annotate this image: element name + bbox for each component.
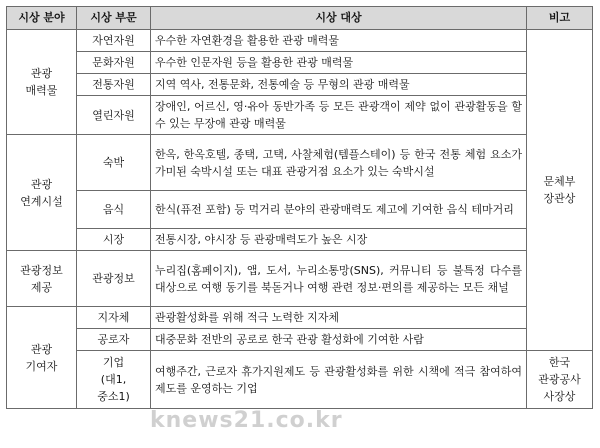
category-contributors: 관광 기여자: [7, 307, 77, 409]
note-kto-award: 한국 관광공사 사장상: [527, 351, 593, 409]
category-information: 관광정보 제공: [7, 251, 77, 307]
division-cell: 공로자: [77, 329, 151, 351]
target-cell: 우수한 자연환경을 활용한 관광 매력물: [151, 30, 527, 52]
division-cell: 자연자원: [77, 30, 151, 52]
note-ministry-award: 문체부 장관상: [527, 30, 593, 351]
table-row: [7, 74, 593, 96]
header-note: 비고: [527, 7, 593, 30]
division-cell: 숙박: [77, 135, 151, 191]
division-cell: 기업 (대1, 중소1): [77, 351, 151, 409]
header-target: 시상 대상: [151, 7, 527, 30]
division-cell: 지자체: [77, 307, 151, 329]
division-cell: 음식: [77, 191, 151, 229]
target-cell: 지역 역사, 전통문화, 전통예술 등 무형의 관광 매력물: [151, 74, 527, 96]
division-cell: 전통자원: [77, 74, 151, 96]
table-row: [7, 329, 593, 351]
division-cell: 관광정보: [77, 251, 151, 307]
table-row: [7, 135, 593, 191]
header-row: [7, 7, 593, 30]
target-cell: 한옥, 한옥호텔, 종택, 고택, 사찰체험(템플스테이) 등 한국 전통 체험 요소가 가미된 숙박시설 또는 대표 관광거점 요소가 있는 숙박시설: [151, 135, 527, 191]
table-row: [7, 52, 593, 74]
target-cell: 관광활성화를 위해 적극 노력한 지자체: [151, 307, 527, 329]
table-row: [7, 30, 593, 52]
target-cell: 우수한 인문자원 등을 활용한 관광 매력물: [151, 52, 527, 74]
table-row: [7, 351, 593, 409]
table-row: [7, 229, 593, 251]
table-row: [7, 191, 593, 229]
table-row: [7, 251, 593, 307]
header-field: 시상 분야: [7, 7, 77, 30]
table-row: [7, 307, 593, 329]
watermark: knews21.co.kr: [150, 408, 343, 433]
target-cell: 전통시장, 야시장 등 관광매력도가 높은 시장: [151, 229, 527, 251]
division-cell: 시장: [77, 229, 151, 251]
target-cell: 장애인, 어르신, 영·유아 동반가족 등 모든 관광객이 제약 없이 관광활동을 할 수 있는 무장애 관광 매력물: [151, 96, 527, 135]
header-division: 시상 부문: [77, 7, 151, 30]
division-cell: 문화자원: [77, 52, 151, 74]
division-cell: 열린자원: [77, 96, 151, 135]
award-table: [6, 6, 593, 409]
category-facilities: 관광 연계시설: [7, 135, 77, 251]
target-cell: 누리집(홈페이지), 앱, 도서, 누리소통망(SNS), 커뮤니티 등 불특정 다수를 대상으로 여행 동기를 북돋거나 여행 관련 정보·편의를 제공하는 모든 채널: [151, 251, 527, 307]
table-row: [7, 96, 593, 135]
target-cell: 여행주간, 근로자 휴가지원제도 등 관광활성화를 위한 시책에 적극 참여하여 제도를 운영하는 기업: [151, 351, 527, 409]
category-attractions: 관광 매력물: [7, 30, 77, 135]
target-cell: 한식(퓨전 포함) 등 먹거리 분야의 관광매력도 제고에 기여한 음식 테마거리: [151, 191, 527, 229]
target-cell: 대중문화 전반의 공로로 한국 관광 활성화에 기여한 사람: [151, 329, 527, 351]
